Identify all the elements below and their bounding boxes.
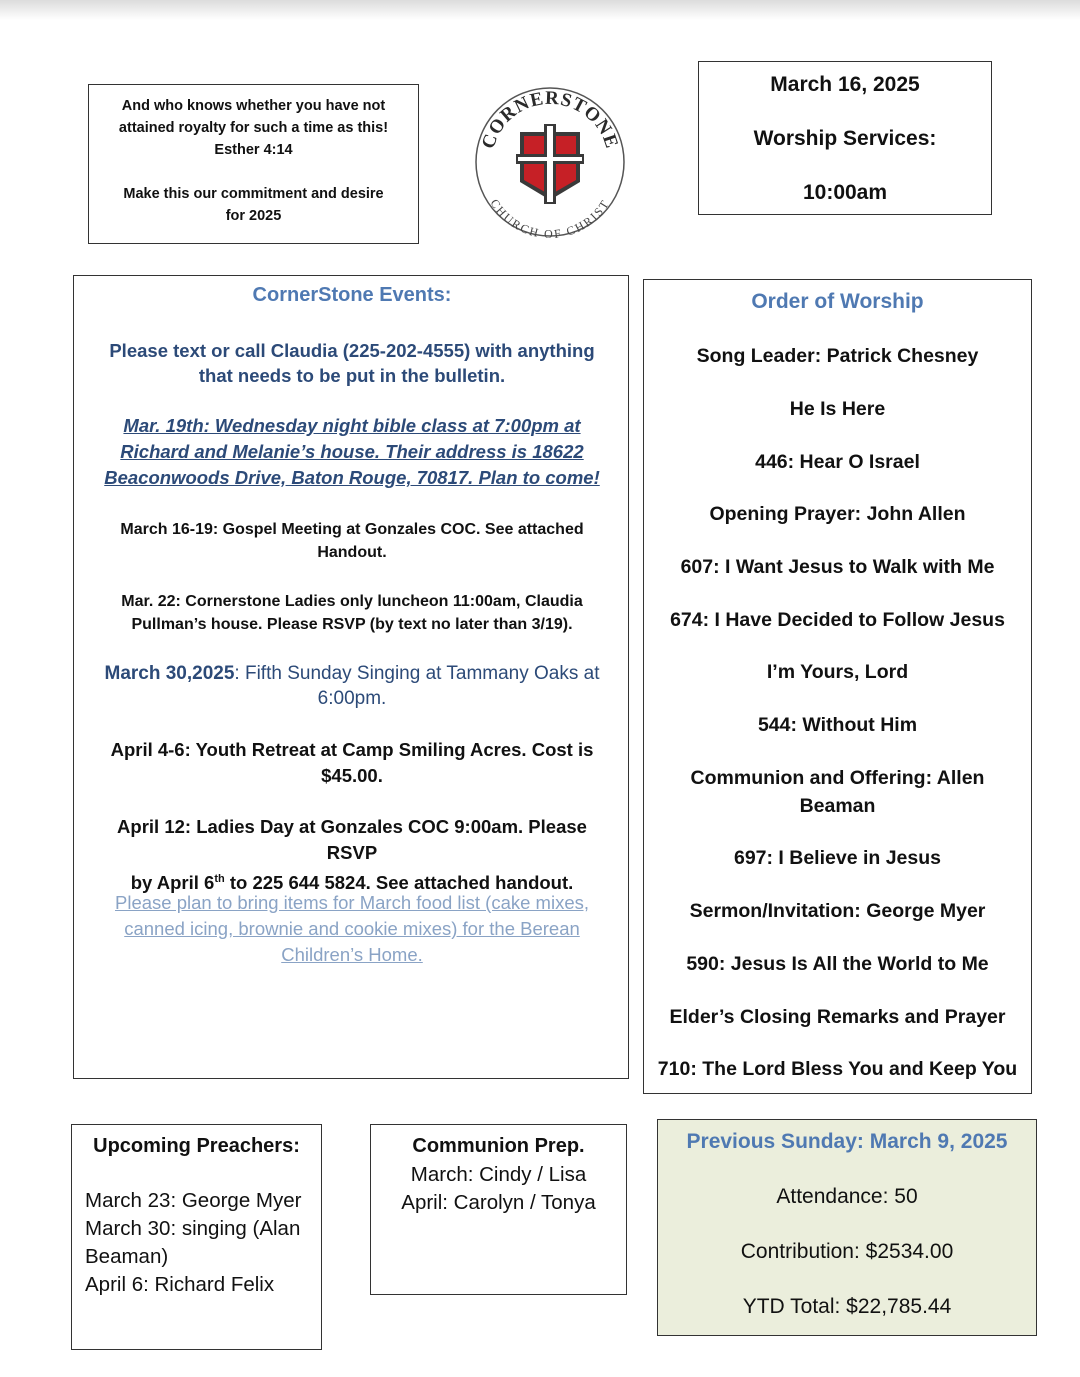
- worship-item: 446: Hear O Israel: [755, 451, 920, 473]
- cornerstone-logo: [470, 82, 630, 242]
- commitment-line: Make this our commitment and desire: [123, 186, 384, 202]
- ladies-luncheon-event: Mar. 22: Cornerstone Ladies only luncheon 11:00am, Claudia Pullman’s house. Please RSVP (by text no later than 3/19).: [121, 593, 583, 633]
- previous-sunday-box: [657, 1119, 1037, 1336]
- worship-item: Sermon/Invitation: George Myer: [689, 900, 986, 922]
- worship-item: I’m Yours, Lord: [766, 661, 909, 683]
- attendance: Attendance: 50: [776, 1185, 918, 1208]
- service-time: 10:00am: [802, 181, 888, 204]
- preachers-title: Upcoming Preachers:: [93, 1135, 300, 1157]
- worship-service-box: [698, 61, 992, 215]
- worship-item: He Is Here: [789, 398, 886, 420]
- preacher-line: April 6: Richard Felix: [85, 1273, 275, 1296]
- events-title: CornerStone Events:: [252, 284, 452, 306]
- preachers-list: [85, 1187, 301, 1299]
- worship-item: 697: I Believe in Jesus: [733, 847, 942, 869]
- ytd-total: YTD Total: $22,785.44: [742, 1295, 952, 1318]
- contact-note: Please text or call Claudia (225-202-4555) with anything that needs to be put in the bulletin.: [109, 340, 595, 386]
- preacher-line: Beaman): [85, 1245, 169, 1268]
- order-of-worship-box: [643, 279, 1032, 1094]
- worship-item: Beaman: [799, 795, 876, 817]
- gospel-meeting-event: March 16-19: Gospel Meeting at Gonzales COC. See attached Handout.: [120, 521, 584, 561]
- worship-item: Communion and Offering: Allen: [690, 767, 985, 789]
- communion-prep-title: Communion Prep.: [412, 1135, 585, 1157]
- service-date: March 16, 2025: [770, 73, 920, 96]
- worship-item: 607: I Want Jesus to Walk with Me: [680, 556, 995, 578]
- scripture-quote-box: [88, 84, 419, 244]
- ladies-day-event: April 12: Ladies Day at Gonzales COC 9:00am. Please RSVP by April 6th to 225 644 5824. See attached handout.: [117, 816, 587, 894]
- top-shadow: [0, 0, 1080, 20]
- previous-sunday-title: Previous Sunday: March 9, 2025: [686, 1130, 1008, 1153]
- communion-prep-box: [370, 1124, 627, 1295]
- communion-prep-list: [371, 1161, 626, 1217]
- communion-prep-line: April: Carolyn / Tonya: [401, 1191, 596, 1214]
- quote-line: attained royalty for such a time as this!: [118, 120, 389, 136]
- bible-class-event: Mar. 19th: Wednesday night bible class at 7:00pm at Richard and Melanie’s house. Their address is 18622 Beaconwoods Drive, Baton Rouge, 70817. Plan to come!: [104, 415, 600, 488]
- worship-item: 544: Without Him: [757, 714, 918, 736]
- worship-item: 710: The Lord Bless You and Keep You: [657, 1058, 1018, 1080]
- worship-item: Song Leader: Patrick Chesney: [696, 345, 979, 367]
- quote-reference: Esther 4:14: [214, 142, 293, 158]
- fifth-sunday-singing-event: March 30,2025: Fifth Sunday Singing at Tammany Oaks at 6:00pm.: [104, 663, 600, 709]
- youth-retreat-event: April 4-6: Youth Retreat at Camp Smiling Acres. Cost is $45.00.: [110, 739, 594, 786]
- worship-item: 674: I Have Decided to Follow Jesus: [670, 609, 1005, 631]
- communion-prep-line: March: Cindy / Lisa: [410, 1163, 587, 1186]
- food-drive-link[interactable]: Please plan to bring items for March food list (cake mixes, canned icing, brownie and cookie mixes) for the Berean Children’s Home.: [115, 892, 589, 965]
- worship-item: 590: Jesus Is All the World to Me: [686, 953, 989, 975]
- logo-arc-top-text: CORNERSTONE: [477, 87, 623, 152]
- worship-item: Opening Prayer: John Allen: [709, 503, 966, 525]
- commitment-line: for 2025: [225, 208, 282, 224]
- quote-line: And who knows whether you have not: [121, 98, 386, 114]
- preacher-line: March 30: singing (Alan: [85, 1217, 301, 1240]
- events-box: [73, 275, 629, 1079]
- service-label: Worship Services:: [753, 127, 937, 150]
- worship-item: Elder’s Closing Remarks and Prayer: [669, 1006, 1006, 1028]
- logo-arc-bottom-text: CHURCH OF CHRIST: [487, 196, 613, 242]
- order-title: Order of Worship: [751, 290, 924, 313]
- preacher-line: March 23: George Myer: [85, 1189, 302, 1212]
- contribution: Contribution: $2534.00: [740, 1240, 954, 1263]
- upcoming-preachers-box: [71, 1124, 322, 1350]
